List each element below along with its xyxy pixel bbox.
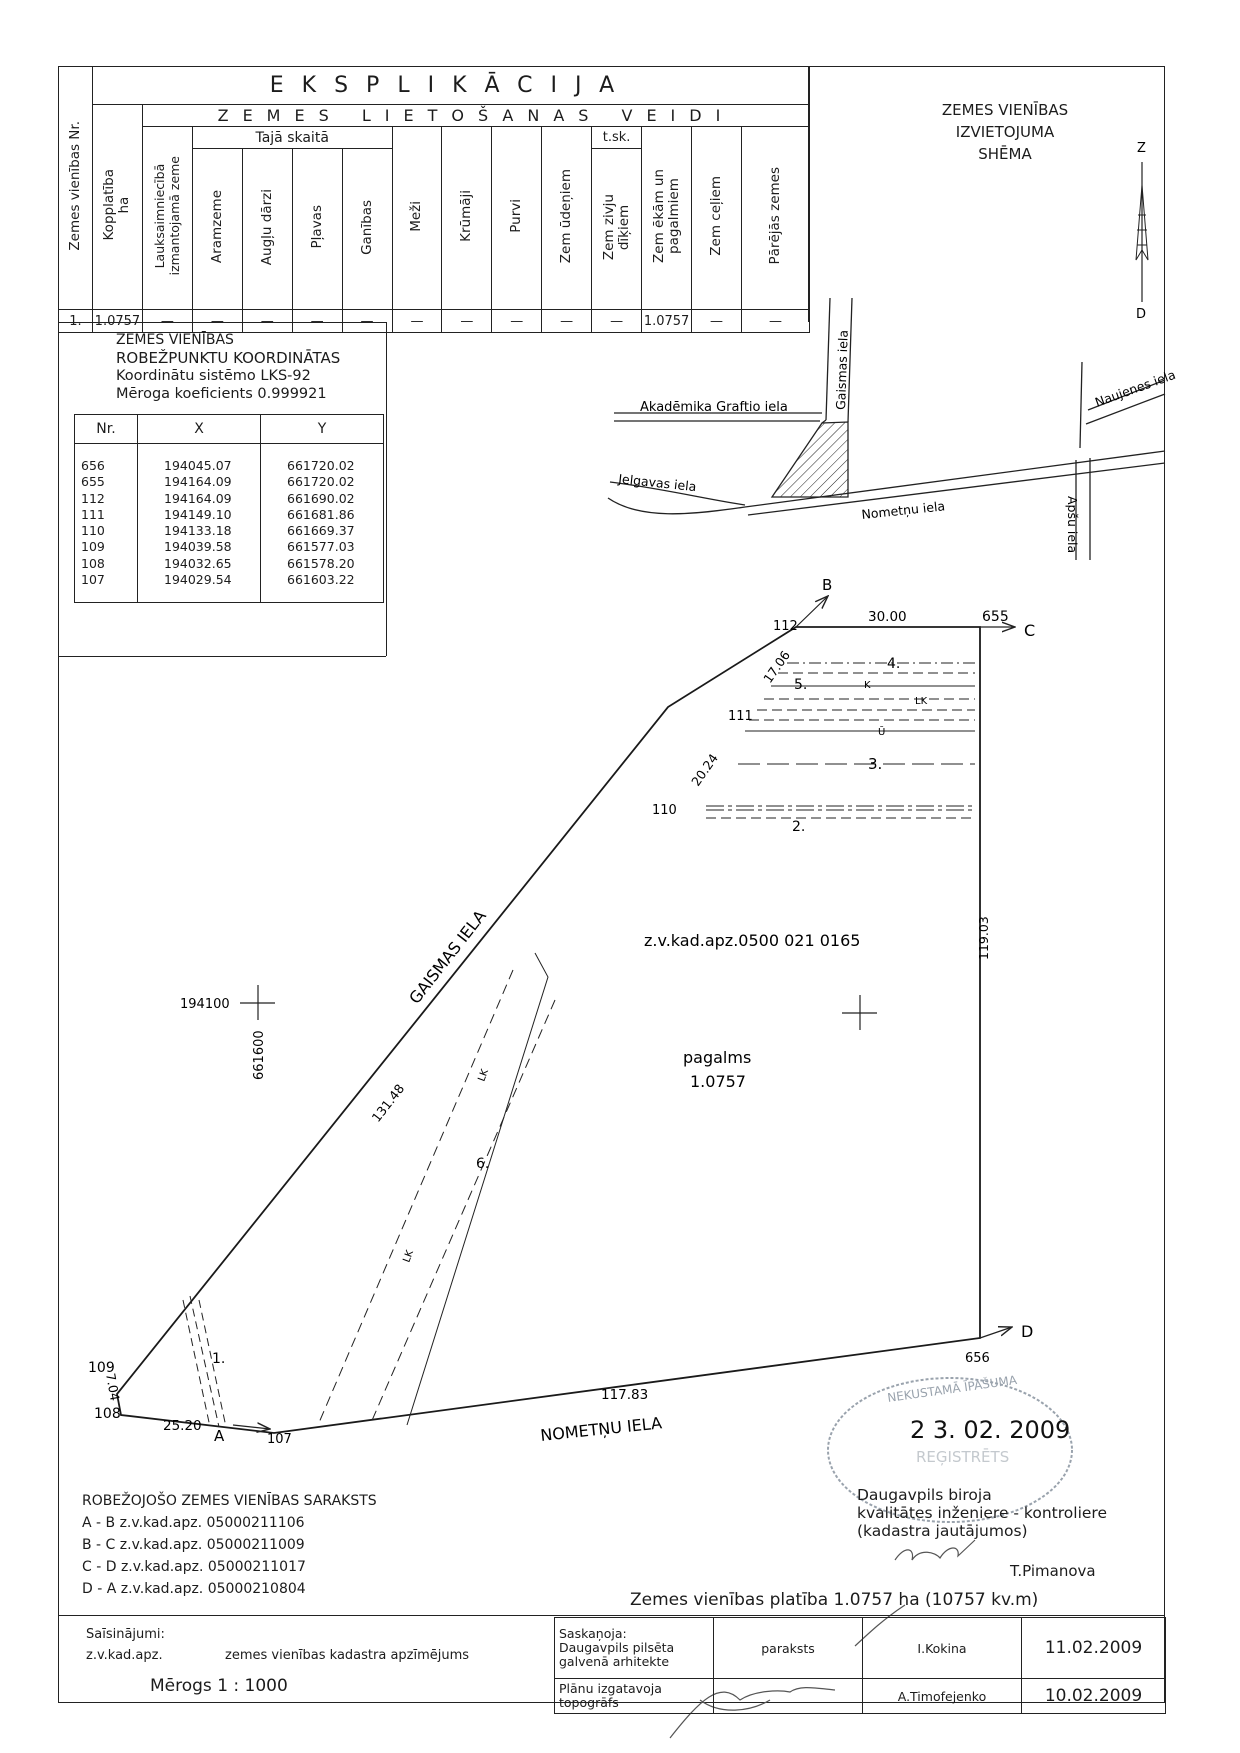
cell-arable: — (192, 310, 242, 333)
enc-2-label: 2. (792, 819, 806, 835)
cell-buildings: 1.0757 (642, 310, 692, 333)
land-use-header: ZEMES LIETOŠANAS VEIDI (142, 105, 809, 127)
sign-role-1: Saskaņoja: Daugavpils pilsēta galvenā arhitekte (555, 1618, 714, 1679)
cell-pastures: — (342, 310, 392, 333)
cell-fish: — (592, 310, 642, 333)
sign-sig-1: paraksts (714, 1618, 863, 1679)
list-item: D - A z.v.kad.apz. 05000210804 (82, 1581, 306, 1597)
letter-b: B (822, 576, 833, 594)
signature-table (554, 1617, 1166, 1714)
cell-other: — (741, 310, 809, 333)
arrow-b-icon (796, 596, 828, 627)
scheme-street-jelgavas: Jelgavas iela (617, 471, 698, 495)
scheme-street-apsu: Apšu iela (1065, 496, 1080, 554)
stamp-line3: (kadastra jautājumos) (857, 1522, 1028, 1540)
col-fish: Zem zivju dīķiem (592, 149, 642, 310)
coords-nrs: 656 655 112 111 110 109 108 107 (75, 444, 138, 603)
len-top: 30.00 (868, 609, 907, 625)
table-row (555, 1618, 1166, 1679)
col-meadows: Pļavas (292, 149, 342, 310)
col-pastures: Ganības (342, 149, 392, 310)
letter-c: C (1024, 621, 1036, 640)
scheme-street-gaismas: Gaismas iela (833, 329, 851, 411)
col-water: Zem ūdeņiem (542, 127, 592, 310)
stamp-reg: REĢISTRĒTS (916, 1448, 1010, 1466)
len-119-03: 119.03 (976, 916, 991, 960)
coords-hdr-nr: Nr. (75, 415, 138, 444)
scheme-street-naujenes: Naujenes iela (1092, 366, 1178, 410)
sign-sig-2 (714, 1679, 863, 1714)
enc-u-label: Ū (878, 727, 886, 738)
col-arable: Aramzeme (192, 149, 242, 310)
enc-1-label: 1. (212, 1351, 226, 1367)
stamp-line1: Daugavpils biroja (857, 1486, 992, 1504)
cell-roads: — (692, 310, 742, 333)
col-orchards: Augļu dārzi (242, 149, 292, 310)
pt-655: 655 (982, 609, 1009, 625)
grid-cross-icon (240, 985, 877, 1030)
parcel-boundary (117, 627, 980, 1433)
enc-5-label: 5. (794, 677, 808, 693)
sign-name-1: I.Kokina (863, 1618, 1022, 1679)
cell-shrubs: — (442, 310, 492, 333)
pt-108: 108 (94, 1406, 121, 1422)
scheme-title: ZEMES VIENĪBAS IZVIETOJUMA SHĒMA (941, 101, 1069, 163)
col-bogs: Purvi (492, 127, 542, 310)
pt-656: 656 (965, 1351, 990, 1366)
enc-4-label: 4. (887, 656, 901, 672)
grid-x-label: 194100 (180, 997, 230, 1012)
arrow-d-icon (980, 1327, 1012, 1338)
sign-date-1: 11.02.2009 (1022, 1618, 1166, 1679)
parcel-kad-apz: z.v.kad.apz.0500 021 0165 (644, 931, 861, 950)
pt-111: 111 (728, 709, 753, 724)
pt-107: 107 (267, 1432, 292, 1447)
scheme-street-akademika: Akadēmika Graftio iela (640, 400, 788, 415)
col-buildings: Zem ēkām un pagalmiem (642, 127, 692, 310)
cell-total: 1.0757 (92, 310, 142, 333)
list-item: C - D z.v.kad.apz. 05000211017 (82, 1559, 306, 1575)
street-gaismas: GAISMAS IELA (405, 906, 490, 1008)
parcel-use: pagalms (683, 1048, 752, 1067)
south-label: D (1136, 307, 1147, 322)
letter-a: A (214, 1427, 225, 1445)
stamp-name: T.Pimanova (1010, 1562, 1096, 1580)
sign-date-2: 10.02.2009 (1022, 1679, 1166, 1714)
enc-3-label: 3. (868, 755, 883, 773)
cell-agri: — (142, 310, 192, 333)
encumbrance-lines (706, 663, 975, 818)
footer-divider (58, 1615, 1165, 1616)
abbrev-key: z.v.kad.apz. (86, 1648, 163, 1663)
cell-orchards: — (242, 310, 292, 333)
area-statement: Zemes vienības platība 1.0757 ha (10757 kv.m) (630, 1590, 1039, 1610)
enc-lk-label: LK (915, 696, 928, 707)
stamp-top-text: NEKUSTAMĀ ĪPAŠUMA (886, 1372, 1018, 1405)
explication-title: EKSPLIKĀCIJA (92, 67, 809, 105)
location-scheme (608, 298, 1165, 560)
street-nometnu: NOMETŅU IELA (539, 1413, 663, 1445)
len-20-24: 20.24 (688, 750, 721, 789)
col-shrubs: Krūmāji (442, 127, 492, 310)
cell-meadows: — (292, 310, 342, 333)
len-131-48: 131.48 (368, 1081, 408, 1125)
scale-label: Mērogs 1 : 1000 (150, 1676, 288, 1696)
grid-y-label: 661600 (252, 1030, 267, 1080)
coords-hdr-y: Y (261, 415, 384, 444)
abbrev-title: Saīsinājumi: (86, 1627, 165, 1642)
letter-d: D (1021, 1322, 1034, 1341)
list-item: A - B z.v.kad.apz. 05000211106 (82, 1515, 305, 1531)
pt-109: 109 (88, 1360, 115, 1376)
len-7-04: 7.04 (103, 1371, 123, 1402)
table-row (555, 1679, 1166, 1714)
neighbours-title: ROBEŽOJOŠO ZEMES VIENĪBAS SARAKSTS (82, 1493, 377, 1509)
len-117-83: 117.83 (601, 1387, 649, 1403)
col-total: Kopplatība ha (92, 105, 142, 310)
pt-110: 110 (652, 803, 677, 818)
parcel-area: 1.0757 (690, 1072, 746, 1091)
coords-xs: 194045.07 194164.09 194164.09 194149.10 194133.18 194039.58 194032.65 194029.54 (138, 444, 261, 603)
abbrev-value: zemes vienības kadastra apzīmējums (225, 1648, 470, 1663)
coords-title: ZEMES VIENĪBAS ROBEŽPUNKTU KOORDINĀTAS Koordinātu sistēmo LKS-92 Mēroga koeficients 0.999921 (116, 332, 341, 402)
ts-header: t.sk. (592, 127, 642, 149)
cell-water: — (542, 310, 592, 333)
col-forests: Meži (392, 127, 442, 310)
enc-lk-lower-label: LK (401, 1248, 416, 1265)
neighbours-list (82, 1490, 377, 1600)
coords-hdr-x: X (138, 415, 261, 444)
enc-k-label: K (864, 680, 871, 691)
pt-112: 112 (773, 619, 798, 634)
including-header: Tajā skaitā (192, 127, 392, 149)
len-25-20: 25.20 (163, 1418, 202, 1434)
col-agri: Lauksaimniecībā izmantojamā zeme (142, 127, 192, 310)
north-arrow-icon (1136, 162, 1148, 302)
cell-forests: — (392, 310, 442, 333)
signature-pimanova-icon (895, 1540, 975, 1560)
cell-bogs: — (492, 310, 542, 333)
coords-ys: 661720.02 661720.02 661690.02 661681.86 661669.37 661577.03 661578.20 661603.22 (261, 444, 384, 603)
enc-6-label: 6. (476, 1156, 490, 1172)
encumbrance-6-lines (318, 953, 555, 1425)
sign-role-2: Plānu izgatavoja topogrāfs (555, 1679, 714, 1714)
sign-name-2: A.Timofejenko (863, 1679, 1022, 1714)
cell-nr: 1. (59, 310, 93, 333)
stamp-line2: kvalitātes inženiere - kontroliere (857, 1504, 1107, 1522)
col-roads: Zem ceļiem (692, 127, 742, 310)
scheme-street-nometnu: Nometņu iela (860, 498, 946, 522)
col-other: Pārējās zemes (741, 127, 809, 310)
list-item: B - C z.v.kad.apz. 05000211009 (82, 1537, 305, 1553)
len-17-06: 17.06 (760, 647, 793, 686)
enc-lk-upper-label: LK (476, 1067, 491, 1084)
stamp-date: 2 3. 02. 2009 (910, 1416, 1071, 1444)
col-unit-nr: Zemes vienības Nr. (59, 67, 93, 310)
north-label: Z (1137, 141, 1146, 156)
stamp-text (857, 1486, 1107, 1540)
